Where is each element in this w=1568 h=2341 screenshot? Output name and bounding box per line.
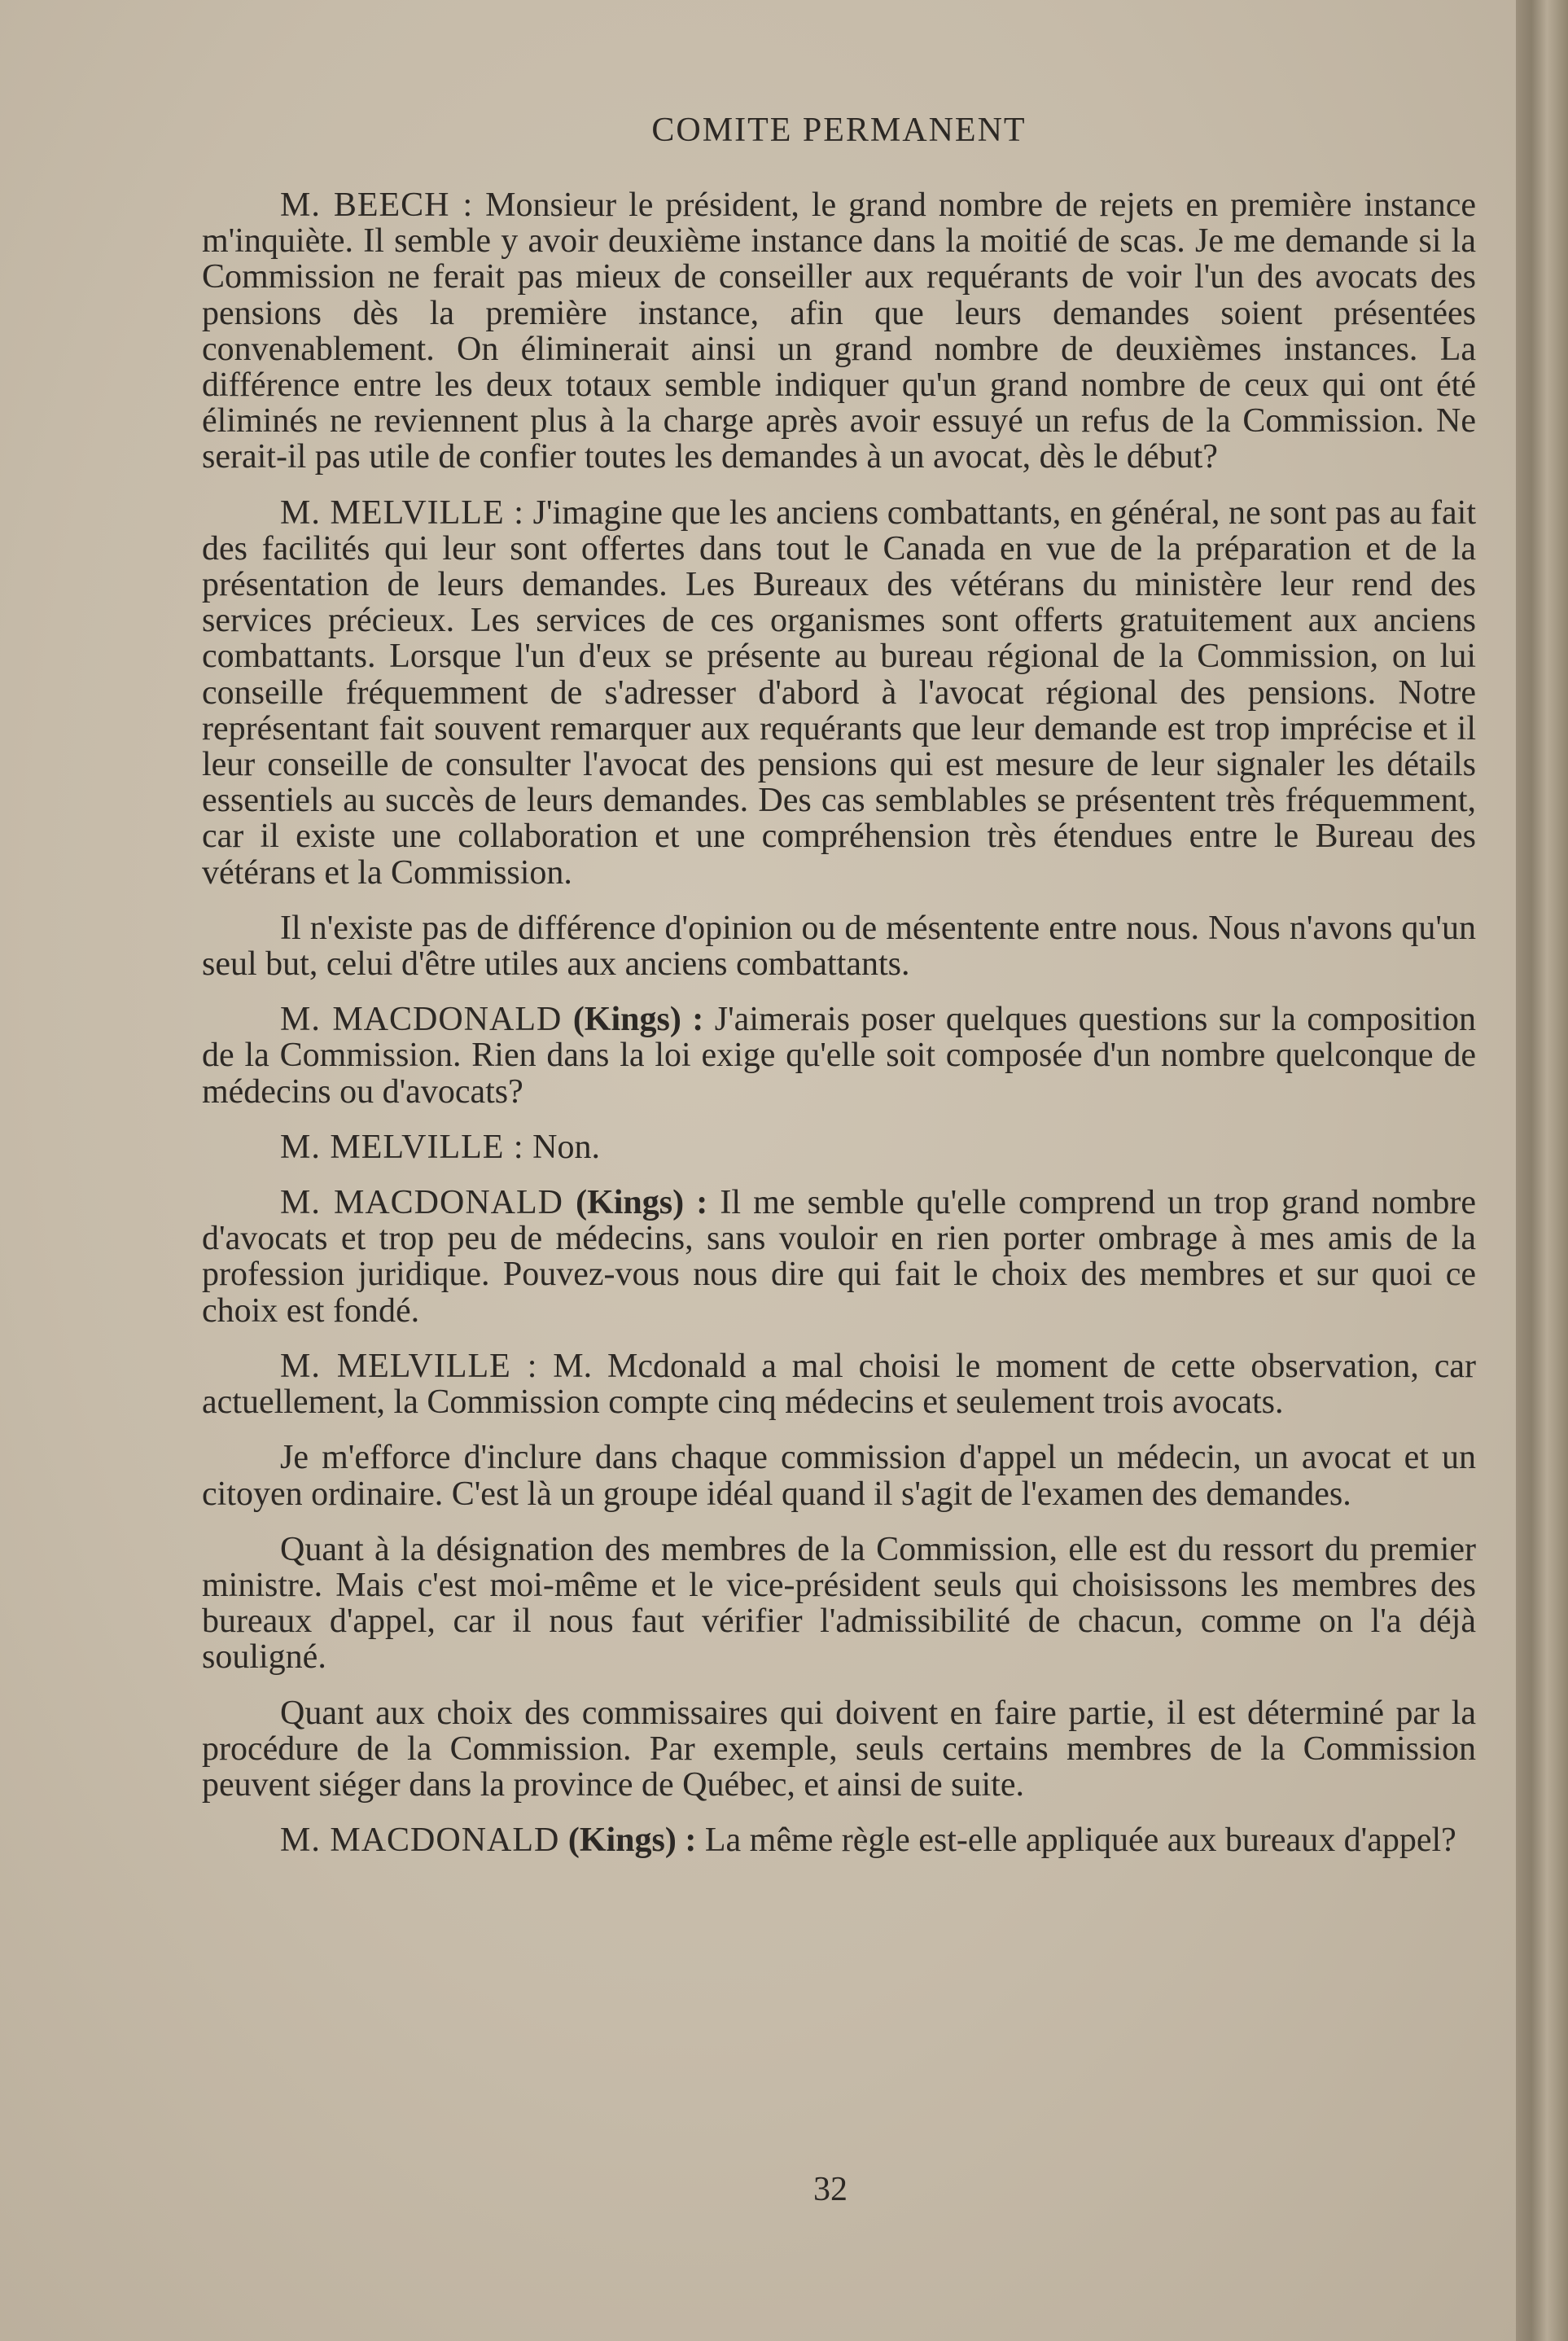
riding-name: (Kings) : <box>572 1001 704 1039</box>
page-number: 32 <box>813 2171 848 2208</box>
paragraph-beech <box>202 187 1476 476</box>
speaker-name: M. MACDONALD <box>280 1184 563 1222</box>
paragraph-macdonald-1 <box>202 1002 1476 1110</box>
paragraph-text: Quant aux choix des commissaires qui doivent en faire partie, il est déterminé par la procédure de la Commission. Par exemple, seuls certains membres de la Commission peuvent siéger dans la province de Québec, et ainsi de suite. <box>202 1694 1476 1804</box>
paragraph-text: Monsieur le président, le grand nombre de rejets en première instance m'inquiète. Il semble y avoir deuxième instance dans la moitié de scas. Je me demande si la Commission ne ferait pas mieux de conseiller aux requérants de voir l'un des avocats des pensions dès la première instance, afin que leurs demandes soient présentées convenablement. On éliminerait ainsi un grand nombre de deuxièmes instances. La différence entre les deux totaux semble indiquer qu'un grand nombre de ceux qui ont été éliminés ne reviennent plus à la charge après avoir essuyé un refus de la Commission. Ne serait-il pas utile de confier toutes les demandes à un avocat, dès le début? <box>202 186 1477 476</box>
page-content <box>202 112 1476 1878</box>
paragraph-text: Je m'efforce d'inclure dans chaque commission d'appel un médecin, un avocat et un citoyen ordinaire. C'est là un groupe idéal quand il s'agit de l'examen des demandes. <box>202 1439 1476 1513</box>
running-header: COMITE PERMANENT <box>651 112 1027 149</box>
paragraph-melville-5 <box>202 1440 1476 1511</box>
speaker-name: M. MELVILLE : <box>280 1347 538 1385</box>
speaker-name: M. BEECH : <box>280 186 474 224</box>
paragraph-macdonald-3 <box>202 1822 1476 1858</box>
paragraph-text: La même règle est-elle appliquée aux bureaux d'appel? <box>696 1822 1456 1860</box>
speaker-name: M. MACDONALD <box>280 1822 560 1860</box>
paragraph-text: Quant à la désignation des membres de la Commission, elle est du ressort du premier ministre. Mais c'est moi-même et le vice-président seuls qui choisissons les membres des bureaux d'appel, car il nous faut vérifier l'admissibilité de chacun, comme on l'a déjà souligné. <box>202 1530 1476 1677</box>
paragraph-text: M. Mcdonald a mal choisi le moment de cette observation, car actuellement, la Commission compte cinq médecins et seulement trois avocats. <box>202 1347 1476 1422</box>
paragraph-melville-3 <box>202 1129 1476 1165</box>
paragraph-text: J'aimerais poser quelques questions sur la composition de la Commission. Rien dans la loi exige qu'elle soit composée d'un nombre quelconque de médecins ou d'avocats? <box>202 1001 1477 1111</box>
paragraph-text: Il me semble qu'elle comprend un trop grand nombre d'avocats et trop peu de médecins, sans vouloir en rien porter ombrage à mes amis de la profession juridique. Pouvez-vous nous dire qui fait le choix des membres et sur quoi ce choix est fondé. <box>202 1184 1476 1330</box>
paragraph-melville-7 <box>202 1695 1476 1804</box>
paragraph-melville-6 <box>202 1532 1476 1676</box>
paragraph-melville-4 <box>202 1348 1476 1420</box>
speaker-name: M. MELVILLE : <box>280 1128 524 1166</box>
riding-name: (Kings) : <box>567 1822 697 1860</box>
paragraph-melville-2 <box>202 910 1476 982</box>
speaker-name: M. MACDONALD <box>280 1001 563 1039</box>
speaker-name: M. MELVILLE : <box>280 493 524 532</box>
book-spine <box>1516 0 1568 2341</box>
paragraph-macdonald-2 <box>202 1185 1476 1329</box>
paragraph-melville-1 <box>202 495 1476 891</box>
paragraph-text: Il n'existe pas de différence d'opinion ou de mésentente entre nous. Nous n'avons qu'un seul but, celui d'être utiles aux anciens combattants. <box>202 909 1476 984</box>
riding-name: (Kings) : <box>576 1184 708 1222</box>
paragraph-text: Non. <box>523 1128 600 1166</box>
paragraph-text: J'imagine que les anciens combattants, en général, ne sont pas au fait des facilités qui leur sont offertes dans tout le Canada en vue de la préparation et de la présentation de leurs demandes. Les Bureaux des vétérans du ministère leur rend des services précieux. Les services de ces organismes sont offerts gratuitement aux anciens combattants. Lorsque l'un d'eux se présente au bureau régional de la Commission, on lui conseille fréquemment de s'adresser d'abord à l'avocat régional des pensions. Notre représentant fait souvent remarquer aux requérants que leur demande est trop imprécise et il leur conseille de consulter l'avocat des pensions qui est mesure de leur signaler les détails essentiels au succès de leurs demandes. Des cas semblables se présentent très fréquemment, car il existe une collaboration et une compréhension très étendues entre le Bureau des vétérans et la Commission. <box>202 493 1476 892</box>
